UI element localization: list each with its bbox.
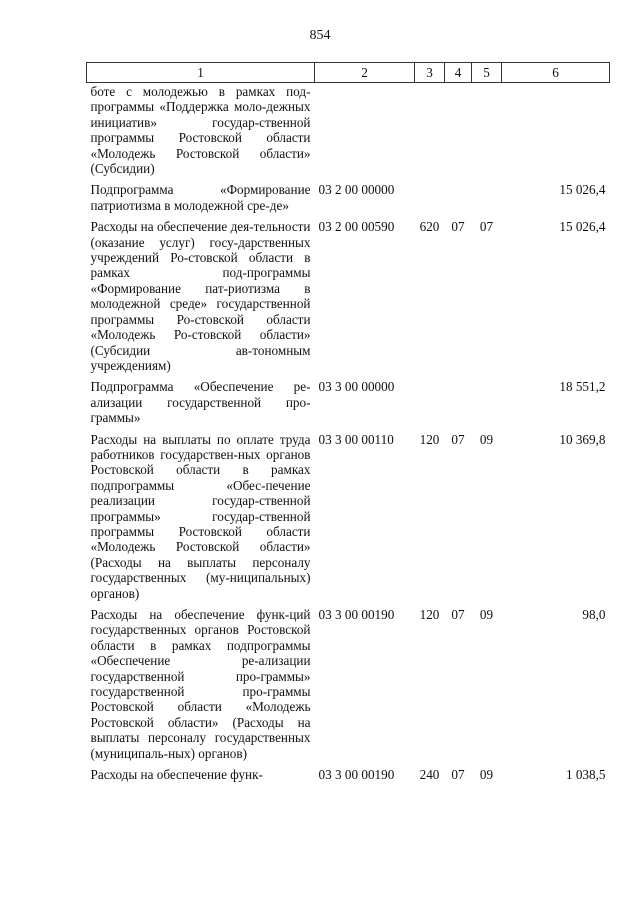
row-subsection: 07: [479, 219, 494, 235]
row-name: боте с молодежью в рамках под-программы «Поддержка моло-дежных инициатив» государ-ственной программы Ростовской области «Молодежь Ростовской области» (Субсидии): [90, 84, 311, 177]
budget-table: [86, 62, 610, 788]
row-name: Подпрограмма «Обеспечение ре-ализации государственной про-граммы»: [90, 379, 311, 426]
row-code: 03 3 00 00190: [318, 767, 395, 783]
row-section: [445, 83, 472, 183]
row-expense-type: [415, 182, 445, 219]
table-row: [87, 83, 610, 183]
table-row: [87, 379, 610, 431]
row-expense-type: 120: [419, 431, 440, 447]
row-code: [315, 83, 415, 183]
row-expense-type: 240: [419, 767, 440, 783]
row-section: 07: [451, 219, 465, 235]
row-name: Подпрограмма «Формирование патриотизма в молодежной сре-де»: [90, 182, 311, 213]
row-subsection: 09: [479, 431, 494, 447]
row-subsection: 09: [479, 607, 494, 622]
row-section: [445, 379, 472, 431]
row-code: 03 3 00 00190: [318, 607, 395, 622]
row-section: 07: [451, 767, 465, 783]
row-amount: [502, 83, 610, 183]
row-expense-type: 120: [419, 607, 440, 622]
row-code: 03 3 00 00000: [318, 379, 395, 395]
page-number: 854: [309, 28, 331, 43]
row-name: Расходы на выплаты по оплате труда работников государствен-ных органов Ростовской области в рамках подпрограммы «Обес-печение реализации государ-ственной программы» государ-ственной программы Ростовской области «Молодежь Ростовской области» (Расходы на выплаты персоналу государственных (му-ниципальных) органов): [90, 431, 311, 601]
row-code: 03 3 00 00110: [318, 431, 394, 447]
table-row: [87, 767, 610, 788]
column-header-3: 3: [415, 63, 445, 83]
row-amount: 18 551,2: [559, 379, 606, 395]
row-subsection: 09: [479, 767, 494, 783]
row-subsection: [472, 182, 502, 219]
column-header-6: 6: [502, 63, 610, 83]
row-expense-type: [415, 83, 445, 183]
row-name: Расходы на обеспечение функ-: [90, 767, 263, 783]
row-code: 03 2 00 00000: [318, 182, 395, 198]
table-row: [87, 432, 610, 607]
column-header-1: 1: [87, 63, 315, 83]
row-amount: 15 026,4: [559, 219, 606, 235]
row-subsection: [472, 379, 502, 431]
row-name: Расходы на обеспечение дея-тельности (оказание услуг) госу-дарственных учреждений Ро-стовской области в рамках под-программы «Формирование пат-риотизма в молодежной среде» государственной программы Ро-стовской области «Молодежь Ро-стовской области» (Субсидии ав-тономным учреждениям): [90, 219, 311, 373]
table-row: [87, 219, 610, 379]
column-header-2: 2: [315, 63, 415, 83]
table-header-row: [87, 63, 610, 83]
row-amount: 98,0: [582, 607, 606, 622]
column-header-5: 5: [472, 63, 502, 83]
row-section: [445, 182, 472, 219]
table-row: [87, 182, 610, 219]
table-row: [87, 607, 610, 767]
row-expense-type: [415, 379, 445, 431]
row-section: 07: [451, 431, 465, 447]
row-code: 03 2 00 00590: [318, 219, 395, 235]
column-header-4: 4: [445, 63, 472, 83]
row-section: 07: [451, 607, 465, 622]
row-name: Расходы на обеспечение функ-ций государственных органов Ростовской области в рамках подпрограммы «Обеспечение ре-ализации государственной про-граммы» государственной про-граммы Ростовской области «Молодежь Ростовской области» (Расходы на выплаты персоналу государственных (муниципаль-ных) органов): [90, 607, 311, 761]
row-amount: 1 038,5: [565, 767, 606, 783]
row-amount: 15 026,4: [559, 182, 606, 198]
row-subsection: [472, 83, 502, 183]
row-expense-type: 620: [419, 219, 440, 235]
row-amount: 10 369,8: [559, 431, 606, 447]
